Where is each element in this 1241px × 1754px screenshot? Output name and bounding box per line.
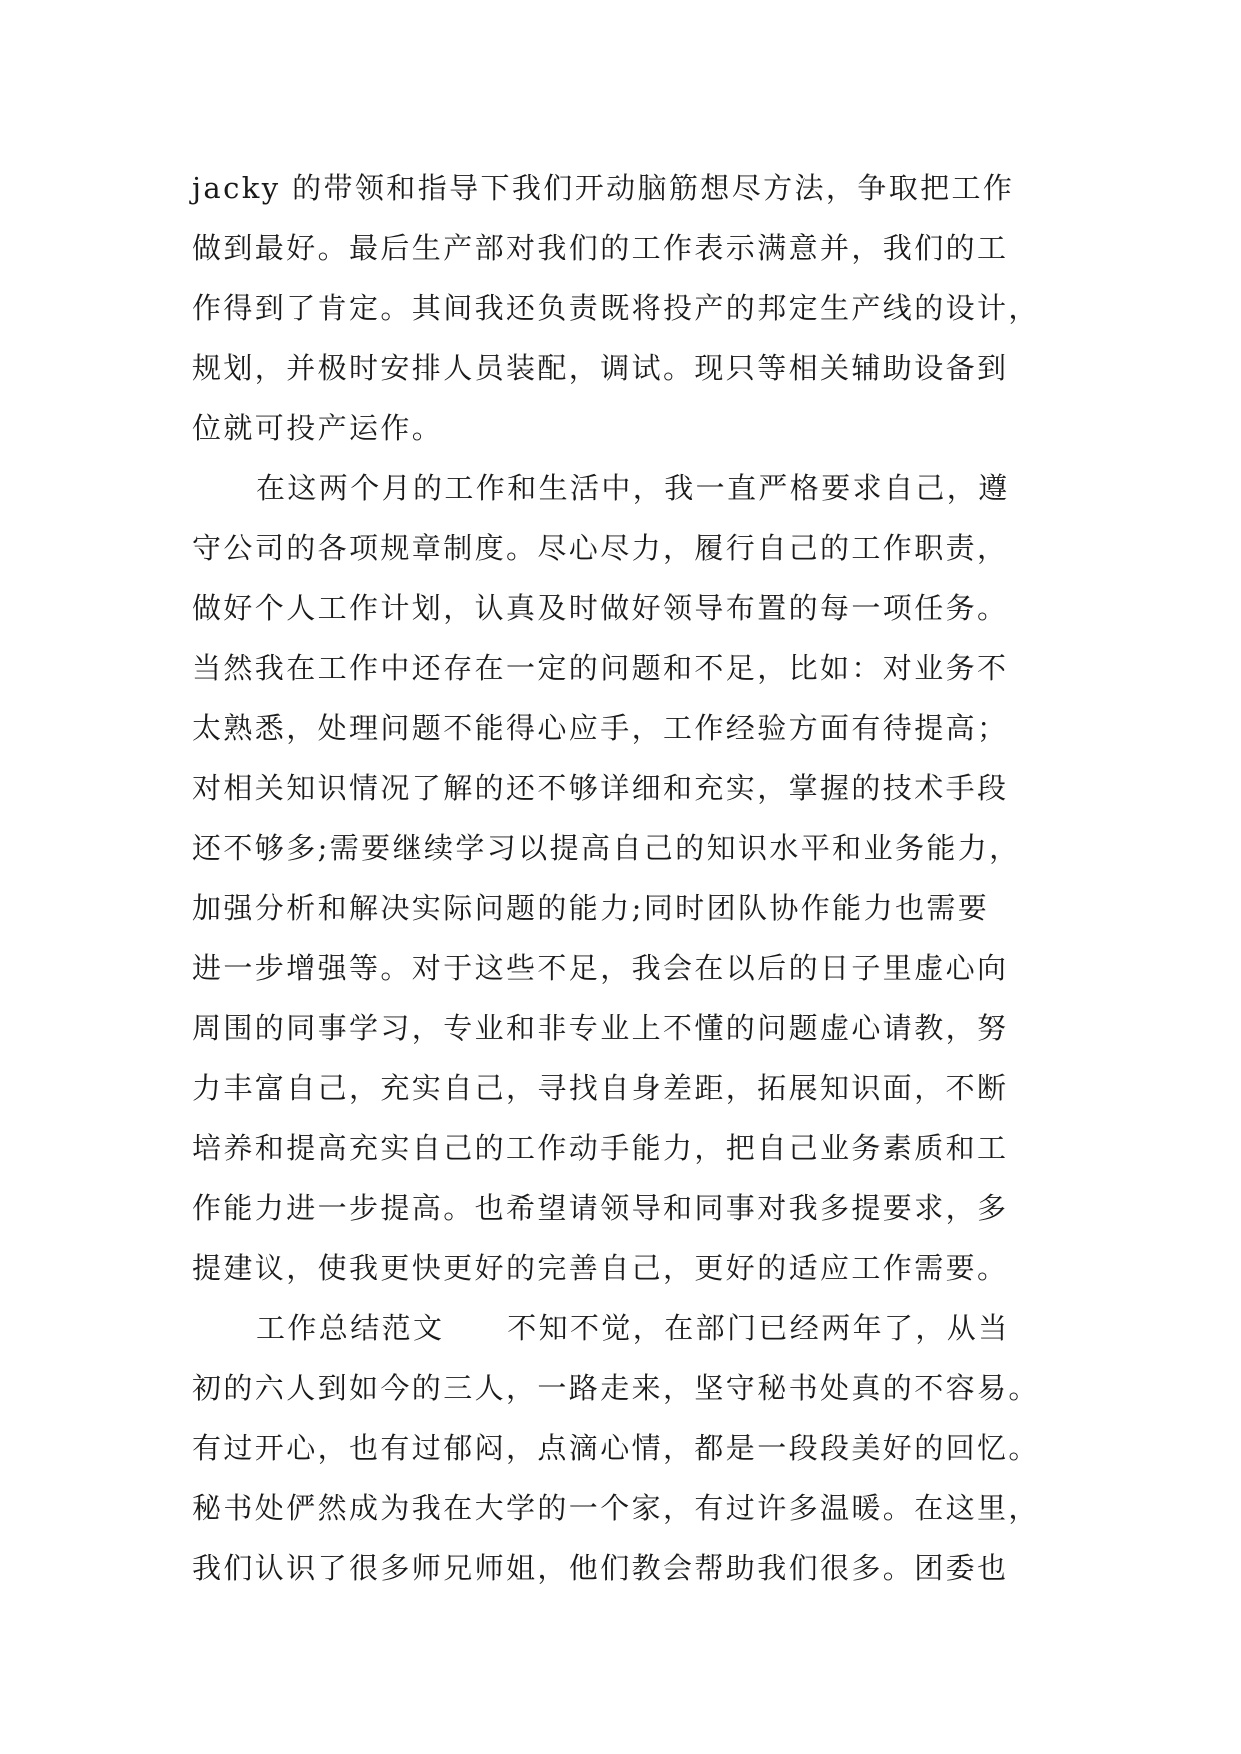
text-line: 还不够多;需要继续学习以提高自己的知识水平和业务能力， [192, 831, 1021, 865]
text-line: 进一步增强等。对于这些不足，我会在以后的日子里虚心向 [192, 951, 1009, 985]
text-line: 周围的同事学习，专业和非专业上不懂的问题虚心请教，努 [192, 1011, 1009, 1045]
text-line: 做好个人工作计划，认真及时做好领导布置的每一项任务。 [192, 591, 1009, 625]
text-line: 太熟悉，处理问题不能得心应手，工作经验方面有待提高； [192, 711, 1009, 745]
text-line: 加强分析和解决实际问题的能力;同时团队协作能力也需要 [192, 891, 990, 925]
text-line: 秘书处俨然成为我在大学的一个家，有过许多温暖。在这里， [192, 1491, 1040, 1525]
text-line: 位就可投产运作。 [192, 411, 444, 445]
text-line: 当然我在工作中还存在一定的问题和不足，比如：对业务不 [192, 651, 1009, 685]
text-line: 培养和提高充实自己的工作动手能力，把自己业务素质和工 [192, 1131, 1009, 1165]
text-line: 对相关知识情况了解的还不够详细和充实，掌握的技术手段 [192, 771, 1009, 805]
text-line: 力丰富自己，充实自己，寻找自身差距，拓展知识面，不断 [192, 1071, 1009, 1105]
body-text [192, 158, 1092, 1598]
text-line: 我们认识了很多师兄师姐，他们教会帮助我们很多。团委也 [192, 1551, 1009, 1585]
text-line: 做到最好。最后生产部对我们的工作表示满意并，我们的工 [192, 231, 1009, 265]
text-line: 提建议，使我更快更好的完善自己，更好的适应工作需要。 [192, 1251, 1009, 1285]
text-line: 作能力进一步提高。也希望请领导和同事对我多提要求，多 [192, 1191, 1009, 1225]
text-line: jacky 的带领和指导下我们开动脑筋想尽方法，争取把工作 [192, 171, 1015, 205]
paragraph-first-line: 工作总结范文 不知不觉，在部门已经两年了，从当 [256, 1311, 1010, 1345]
paragraph-first-line: 在这两个月的工作和生活中，我一直严格要求自己，遵 [256, 471, 1010, 505]
text-line: 作得到了肯定。其间我还负责既将投产的邦定生产线的设计， [192, 291, 1040, 325]
text-line: 守公司的各项规章制度。尽心尽力，履行自己的工作职责， [192, 531, 1009, 565]
text-line: 规划，并极时安排人员装配，调试。现只等相关辅助设备到 [192, 351, 1009, 385]
text-line: 有过开心，也有过郁闷，点滴心情，都是一段段美好的回忆。 [192, 1431, 1040, 1465]
text-line: 初的六人到如今的三人，一路走来，坚守秘书处真的不容易。 [192, 1371, 1040, 1405]
